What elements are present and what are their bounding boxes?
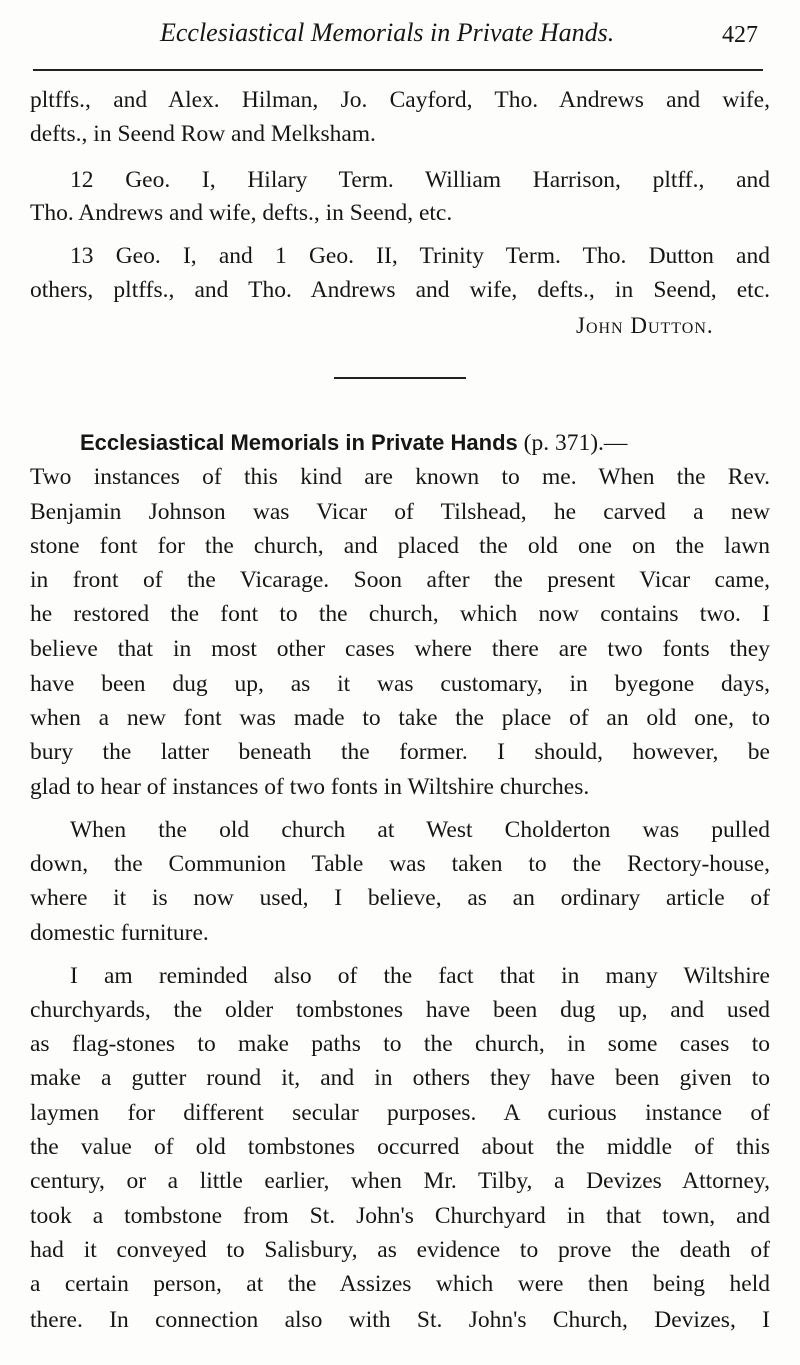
- text-line: glad to hear of instances of two fonts in Wiltshire churches.: [30, 774, 590, 800]
- text-line: 13 Geo. I, and 1 Geo. II, Trinity Term. Tho. Dutton and: [70, 243, 770, 269]
- article-heading: Ecclesiastical Memorials in Private Hands: [80, 430, 518, 455]
- text-line: bury the latter beneath the former. I should, however, be: [30, 739, 770, 765]
- text-line: in front of the Vicarage. Soon after the present Vicar came,: [30, 567, 770, 593]
- text-line: laymen for different secular purposes. A curious instance of: [30, 1100, 770, 1126]
- page-number: 427: [722, 22, 758, 48]
- running-header: Ecclesiastical Memorials in Private Hands.: [160, 18, 615, 47]
- text-line: make a gutter round it, and in others they have been given to: [30, 1065, 770, 1091]
- text-line: took a tombstone from St. John's Churchyard in that town, and: [30, 1203, 770, 1229]
- text-line: 12 Geo. I, Hilary Term. William Harrison, pltff., and: [70, 167, 770, 193]
- text-line: down, the Communion Table was taken to the Rectory-house,: [30, 851, 770, 877]
- section-divider: [334, 377, 466, 379]
- text-line: churchyards, the older tombstones have been dug up, and used: [30, 997, 770, 1023]
- text-line: I am reminded also of the fact that in many Wiltshire: [70, 963, 770, 989]
- text-line: When the old church at West Cholderton was pulled: [70, 817, 770, 843]
- article-heading-line: [80, 428, 780, 458]
- text-line: Two instances of this kind are known to me. When the Rev.: [30, 464, 770, 490]
- text-line: believe that in most other cases where there are two fonts they: [30, 636, 770, 662]
- header-rule: [33, 69, 763, 71]
- text-line: where it is now used, I believe, as an ordinary article of: [30, 885, 770, 911]
- text-line: Tho. Andrews and wife, defts., in Seend, etc.: [30, 200, 453, 226]
- text-line: Benjamin Johnson was Vicar of Tilshead, he carved a new: [30, 499, 770, 525]
- text-line: he restored the font to the church, which now contains two. I: [30, 601, 770, 627]
- text-line: have been dug up, as it was customary, in byegone days,: [30, 671, 770, 697]
- text-line: defts., in Seend Row and Melksham.: [30, 121, 376, 147]
- text-line: had it conveyed to Salisbury, as evidence to prove the death of: [30, 1237, 770, 1263]
- text-line: as flag-stones to make paths to the church, in some cases to: [30, 1031, 770, 1057]
- text-line: stone font for the church, and placed the old one on the lawn: [30, 533, 770, 559]
- text-line: there. In connection also with St. John's Church, Devizes, I: [30, 1307, 770, 1333]
- signature: John Dutton.: [576, 313, 714, 338]
- text-line: pltffs., and Alex. Hilman, Jo. Cayford, Tho. Andrews and wife,: [30, 87, 770, 113]
- article-heading-ref: (p. 371).—: [523, 430, 628, 456]
- text-line: the value of old tombstones occurred about the middle of this: [30, 1134, 770, 1160]
- text-line: others, pltffs., and Tho. Andrews and wife, defts., in Seend, etc.: [30, 277, 770, 303]
- text-line: when a new font was made to take the place of an old one, to: [30, 705, 770, 731]
- text-line: a certain person, at the Assizes which were then being held: [30, 1271, 770, 1297]
- text-line: domestic furniture.: [30, 920, 209, 946]
- text-line: century, or a little earlier, when Mr. Tilby, a Devizes Attorney,: [30, 1168, 770, 1194]
